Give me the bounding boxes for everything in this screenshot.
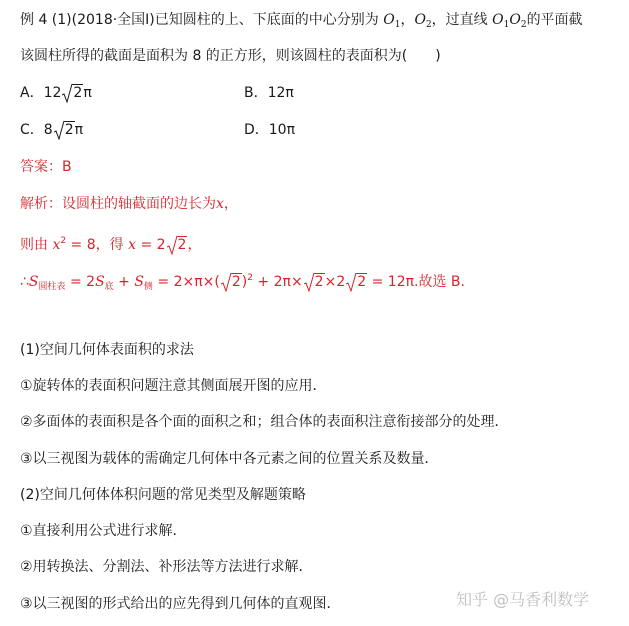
- question-line-1: [20, 10, 583, 35]
- note-item: ①直接利用公式进行求解．: [20, 523, 187, 539]
- note-heading-1: (1)空间几何体表面积的求法: [20, 342, 194, 358]
- analysis-line-2: 则由 $x^2 = 8$，得 x = 2 2，: [20, 236, 202, 253]
- answer: 答案：B: [20, 159, 72, 175]
- options-row-cd: [20, 120, 83, 140]
- sqrt-icon: [54, 120, 64, 140]
- options-row-ab: [20, 83, 92, 103]
- option-c: C．8 2π: [20, 122, 84, 138]
- note-item: ③以三视图的形式给出的应先得到几何体的直观图．: [20, 596, 341, 612]
- sqrt-icon: [62, 83, 72, 103]
- question-line-2: 该圆柱所得的截面是面积为 8 的正方形，则该圆柱的表面积为( ): [20, 48, 441, 64]
- question-suffix: 的平面截: [526, 12, 583, 28]
- note-heading-2: (2)空间几何体体积问题的常见类型及解题策略: [20, 487, 306, 503]
- note-item: ③以三视图为载体的需确定几何体中各元素之间的位置关系及数量．: [20, 451, 439, 467]
- var-o1: $O_1$: [383, 12, 401, 30]
- watermark: 知乎 @马香利数学: [456, 590, 590, 609]
- analysis-line-1: 解析：设圆柱的轴截面的边长为x，: [20, 196, 238, 212]
- option-a: A．12 2π: [20, 85, 92, 101]
- question-prefix: 例 4 (1)(2018·全国Ⅰ)已知圆柱的上、下底面的中心分别为: [20, 12, 379, 28]
- option-d: D．10π: [244, 122, 296, 138]
- note-item: ①旋转体的表面积问题注意其侧面展开图的应用．: [20, 378, 327, 394]
- option-b: B．12π: [244, 85, 294, 101]
- sqrt-icon: [221, 272, 231, 292]
- question-mid: ，过直线: [431, 12, 488, 28]
- note-item: ②多面体的表面积是各个面的面积之和；组合体的表面积注意衔接部分的处理．: [20, 414, 509, 430]
- comma: ，: [400, 12, 415, 28]
- analysis-line-3: $\therefore S_{圆柱表} = 2S_底 + S_侧 = 2\times\pi\times$( 2)$^2$ + 2π× 2×2 2 = 12π.故选 B.: [20, 273, 465, 292]
- note-item: ②用转换法、分割法、补形法等方法进行求解．: [20, 559, 313, 575]
- var-o2: $O_2$: [414, 12, 432, 30]
- var-o1o2: $O_1O_2$: [492, 12, 527, 30]
- sqrt-icon: [167, 235, 177, 255]
- sqrt-icon: [346, 272, 356, 292]
- sqrt-icon: [304, 272, 314, 292]
